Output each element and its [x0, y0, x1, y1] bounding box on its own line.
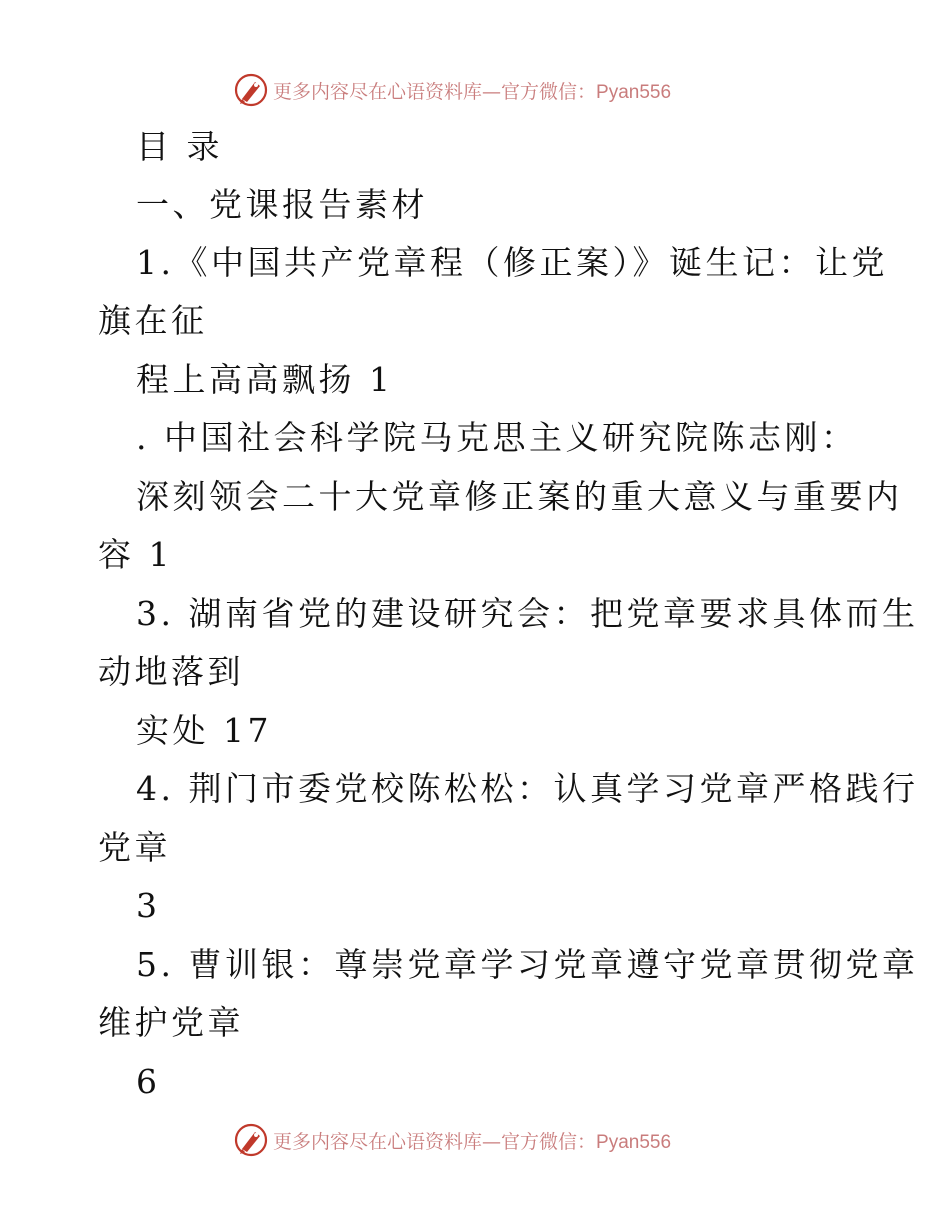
watermark-text	[273, 77, 671, 104]
toc-line: 深刻领会二十大党章修正案的重大意义与重要内	[136, 477, 903, 516]
toc-line: 3. 湖南省党的建设研究会：把党章要求具体而生	[136, 594, 919, 633]
toc-section-heading: 一、党课报告素材	[136, 185, 428, 224]
toc-line: 5. 曹训银：尊崇党章学习党章遵守党章贯彻党章	[136, 945, 919, 984]
watermark-text	[273, 1127, 671, 1154]
watermark-separator: —	[482, 1130, 502, 1153]
watermark-handle: Pyan556	[596, 1131, 672, 1153]
toc-line: 1.《中国共产党章程（修正案）》诞生记：让党	[136, 243, 888, 282]
toc-line: . 中国社会科学院马克思主义研究院陈志刚：	[136, 418, 858, 457]
pen-logo-icon	[233, 72, 269, 108]
toc-line: 程上高高飘扬 1	[136, 360, 394, 399]
toc-line: 3	[136, 886, 161, 925]
toc-line: 动地落到	[98, 652, 244, 691]
footer-watermark	[233, 1120, 713, 1160]
watermark-site: 更多内容尽在心语资料库	[273, 80, 483, 103]
header-watermark	[233, 70, 713, 110]
watermark-site: 更多内容尽在心语资料库	[273, 1130, 483, 1153]
toc-line: 旗在征	[98, 301, 208, 340]
toc-line: 6	[136, 1062, 161, 1101]
toc-line: 党章	[98, 828, 171, 867]
pen-logo-icon	[233, 1122, 269, 1158]
toc-title: 目 录	[136, 127, 223, 166]
toc-line: 维护党章	[98, 1003, 244, 1042]
toc-line: 实处 17	[136, 711, 272, 750]
watermark-handle: Pyan556	[596, 81, 672, 103]
watermark-separator: —	[482, 80, 502, 103]
toc-line: 容 1	[98, 535, 173, 574]
watermark-wechat-label: 官方微信：	[501, 80, 597, 103]
watermark-wechat-label: 官方微信：	[501, 1130, 597, 1153]
toc-line: 4. 荆门市委党校陈松松：认真学习党章严格践行	[136, 769, 919, 808]
